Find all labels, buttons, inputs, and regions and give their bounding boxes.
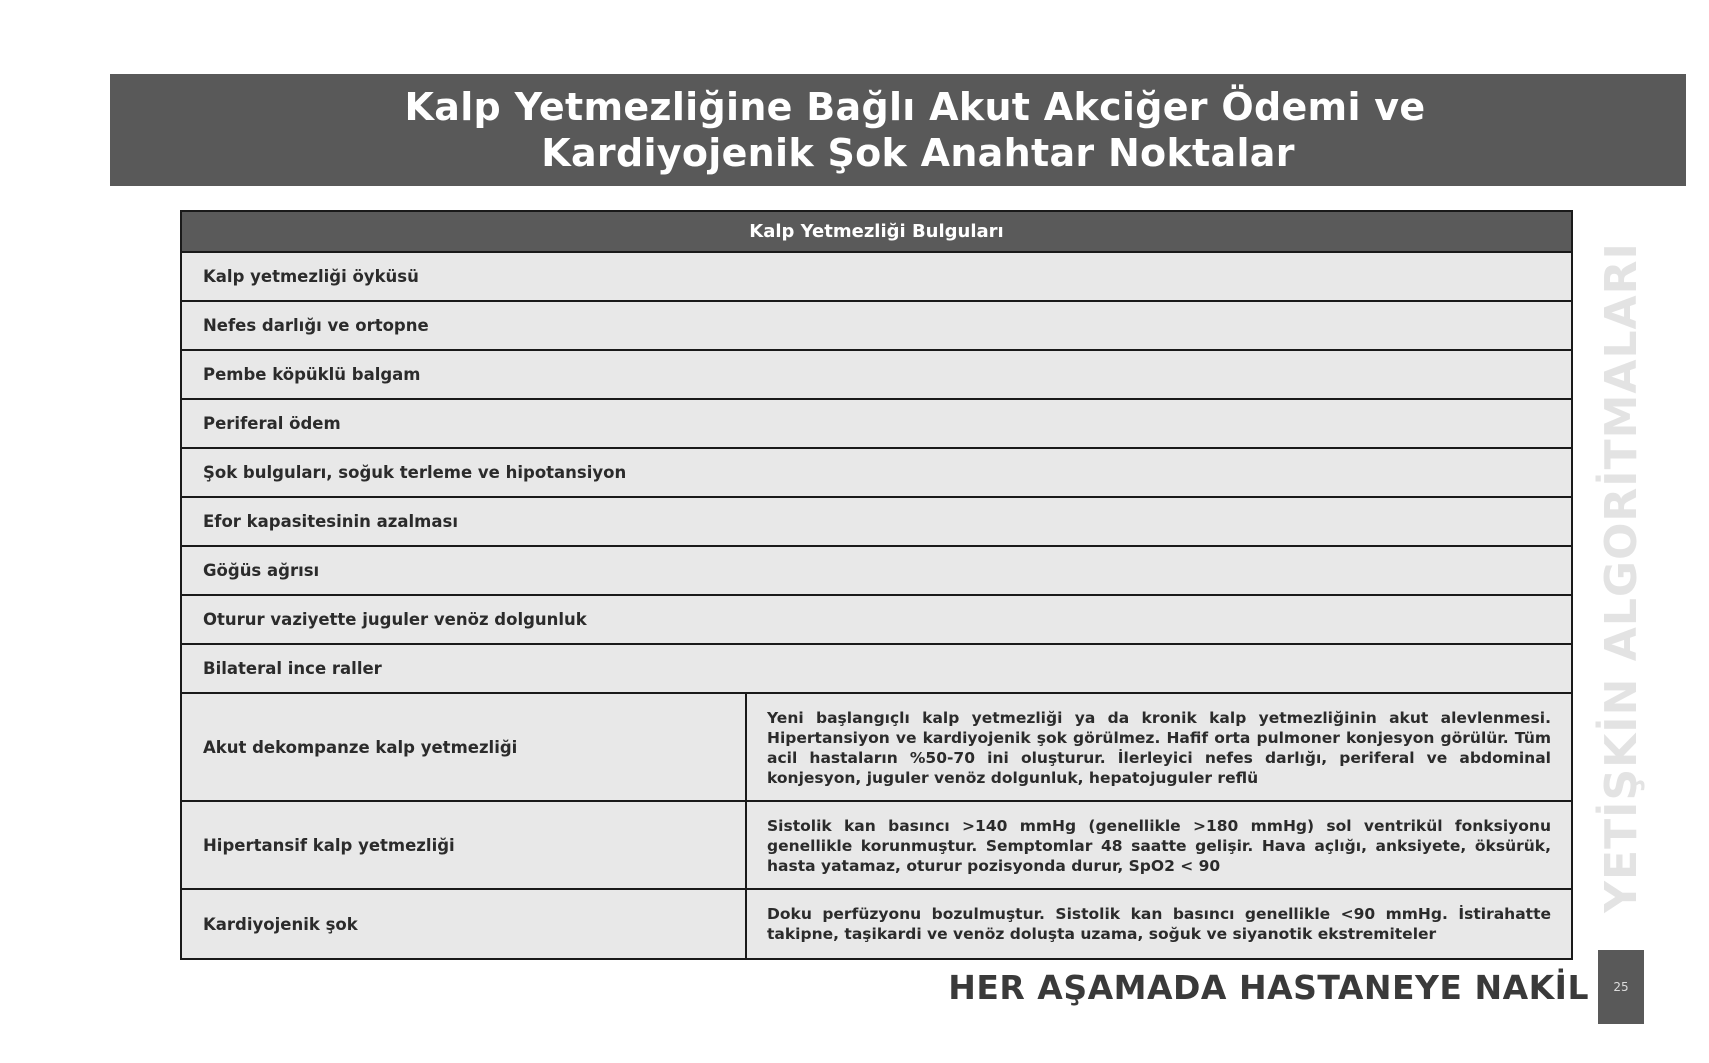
table-row (182, 645, 1571, 694)
table-row (182, 449, 1571, 498)
page-title-line-2: Kardiyojenik Şok Anahtar Noktalar (541, 131, 1295, 175)
finding-label: Şok bulguları, soğuk terleme ve hipotansiyon (203, 463, 627, 482)
finding-label: Efor kapasitesinin azalması (203, 512, 458, 531)
table-row (182, 547, 1571, 596)
title-banner (110, 74, 1686, 186)
table-row (182, 302, 1571, 351)
finding-label: Göğüs ağrısı (203, 561, 320, 580)
type-description: Doku perfüzyonu bozulmuştur. Sistolik kan basıncı genellikle <90 mmHg. İstirahatte takipne, taşikardi ve venöz doluşta uzama, soğuk ve siyanotik ekstremiteler (767, 905, 1551, 943)
finding-label: Nefes darlığı ve ortopne (203, 316, 429, 335)
finding-label: Periferal ödem (203, 414, 341, 433)
table-row-acute-decompensated (182, 694, 1571, 802)
side-label-text: YETİŞKİN ALGORİTMALARI (1595, 242, 1647, 913)
table-row-cardiogenic-shock (182, 890, 1571, 958)
table-header: Kalp Yetmezliği Bulguları (182, 212, 1571, 253)
table-row (182, 498, 1571, 547)
page-title-line-1: Kalp Yetmezliğine Bağlı Akut Akciğer Ödemi ve (404, 85, 1426, 129)
finding-label: Oturur vaziyette juguler venöz dolgunluk (203, 610, 587, 629)
table-row (182, 400, 1571, 449)
type-label: Hipertansif kalp yetmezliği (182, 802, 747, 888)
footer-note: HER AŞAMADA HASTANEYE NAKİL (948, 968, 1589, 1007)
table-row (182, 351, 1571, 400)
type-label: Kardiyojenik şok (182, 890, 747, 958)
type-description: Yeni başlangıçlı kalp yetmezliği ya da kronik kalp yetmezliğinin akut alevlenmesi. Hipertansiyon ve kardiyojenik şok görülmez. Hafif orta pulmoner konjesyon görülür. Tüm acil hastaların %50-70 ini oluşturur. İlerleyici nefes darlığı, periferal ve abdominal konjesyon, juguler venöz dolgunluk, hepatojuguler reflü (767, 709, 1551, 787)
table-row-hypertensive (182, 802, 1571, 890)
page-number: 25 (1598, 950, 1644, 1024)
type-description: Sistolik kan basıncı >140 mmHg (genellikle >180 mmHg) sol ventrikül fonksiyonu genellikle korunmuştur. Semptomlar 48 saatte gelişir. Hava açlığı, anksiyete, öksürük, hasta yatamaz, oturur pozisyonda durur, SpO2 < 90 (767, 817, 1551, 875)
findings-table (180, 210, 1573, 960)
table-row (182, 596, 1571, 645)
side-section-label (1595, 210, 1647, 945)
finding-label: Pembe köpüklü balgam (203, 365, 421, 384)
finding-label: Kalp yetmezliği öyküsü (203, 267, 419, 286)
table-row (182, 253, 1571, 302)
finding-label: Bilateral ince raller (203, 659, 382, 678)
type-label: Akut dekompanze kalp yetmezliği (182, 694, 747, 800)
